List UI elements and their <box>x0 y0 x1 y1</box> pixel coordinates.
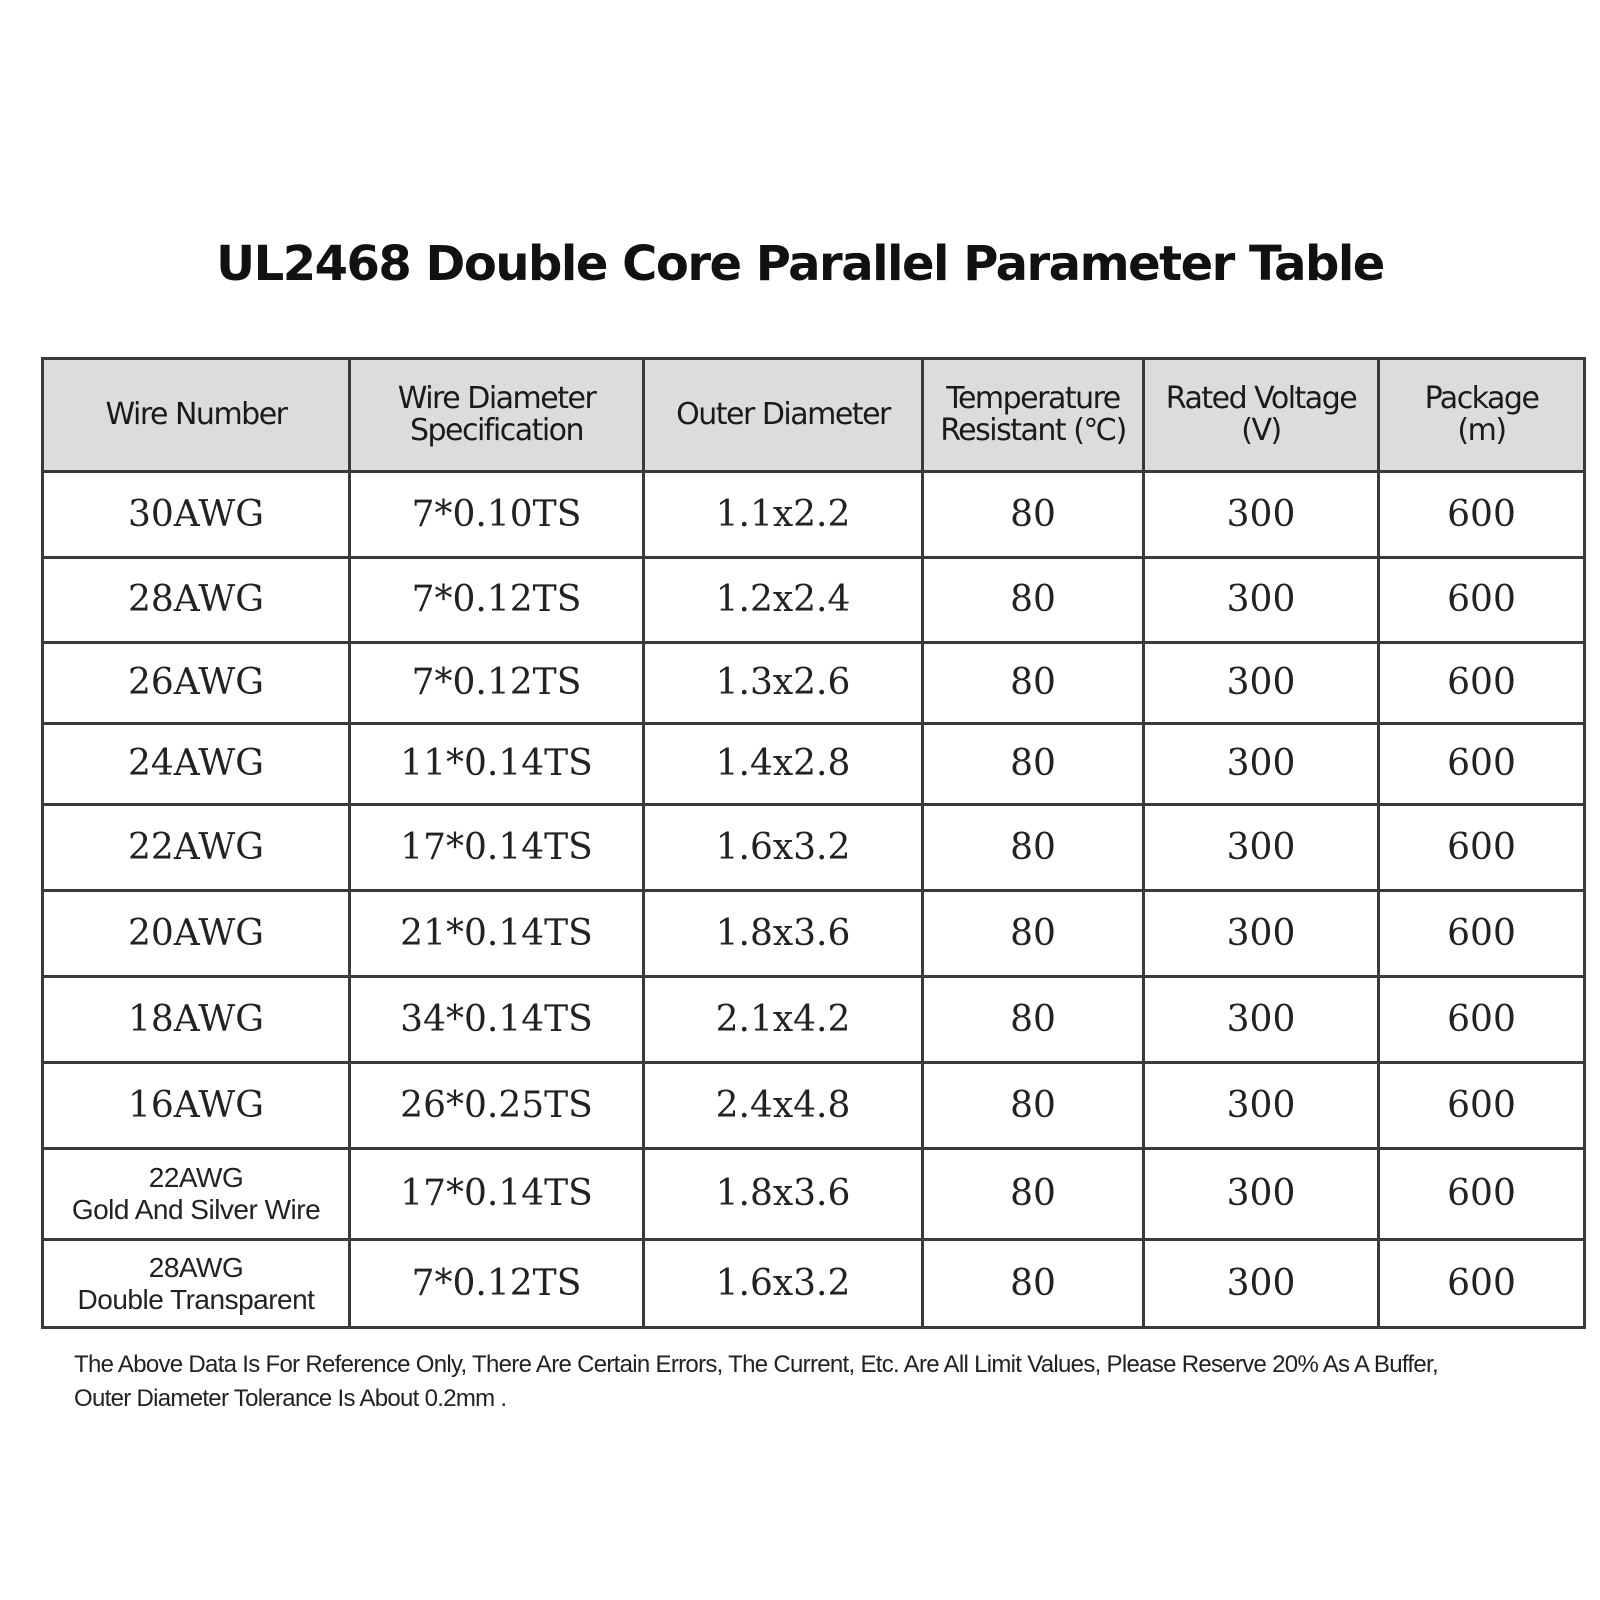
cell-wire-diameter: 7*0.12TS <box>350 643 644 724</box>
cell-voltage: 300 <box>1144 805 1379 891</box>
cell-outer-diameter: 1.8x3.6 <box>644 1149 923 1240</box>
table-row <box>43 891 1585 977</box>
header-package-line-2: (m) <box>1457 413 1506 448</box>
cell-wire-number <box>43 891 350 977</box>
cell-outer-diameter: 2.1x4.2 <box>644 977 923 1063</box>
cell-temperature: 80 <box>923 558 1144 643</box>
cell-temperature: 80 <box>923 805 1144 891</box>
header-package <box>1379 359 1585 472</box>
cell-voltage: 300 <box>1144 643 1379 724</box>
header-package-line-1: Package <box>1424 381 1539 416</box>
cell-wire-diameter: 7*0.10TS <box>350 472 644 558</box>
cell-wire-number <box>43 724 350 805</box>
cell-voltage: 300 <box>1144 724 1379 805</box>
wire-number-text: 22AWG <box>127 826 265 868</box>
cell-voltage: 300 <box>1144 1063 1379 1149</box>
header-outer-diameter <box>644 359 923 472</box>
cell-outer-diameter: 1.3x2.6 <box>644 643 923 724</box>
table-row <box>43 1149 1585 1240</box>
footnote-line-2: Outer Diameter Tolerance Is About 0.2mm . <box>74 1385 507 1412</box>
wire-number-subtext: Gold And Silver Wire <box>71 1194 321 1225</box>
cell-voltage: 300 <box>1144 1149 1379 1240</box>
header-temperature <box>923 359 1144 472</box>
header-rated-voltage <box>1144 359 1379 472</box>
cell-temperature: 80 <box>923 1149 1144 1240</box>
cell-temperature: 80 <box>923 643 1144 724</box>
header-wire-diameter-line-1: Wire Diameter <box>397 381 596 416</box>
cell-wire-diameter: 21*0.14TS <box>350 891 644 977</box>
header-rated-voltage-line-1: Rated Voltage <box>1165 381 1357 416</box>
table-row <box>43 724 1585 805</box>
cell-outer-diameter: 1.6x3.2 <box>644 805 923 891</box>
header-temperature-line-2: Resistant (℃) <box>940 413 1126 448</box>
cell-wire-diameter: 7*0.12TS <box>350 1240 644 1328</box>
cell-outer-diameter: 1.6x3.2 <box>644 1240 923 1328</box>
cell-temperature: 80 <box>923 977 1144 1063</box>
cell-package: 600 <box>1379 891 1585 977</box>
cell-wire-diameter: 34*0.14TS <box>350 977 644 1063</box>
table-row <box>43 558 1585 643</box>
wire-number-subtext: Double Transparent <box>77 1283 315 1315</box>
wire-number-text: 20AWG <box>127 912 265 954</box>
cell-temperature: 80 <box>923 1063 1144 1149</box>
cell-temperature: 80 <box>923 724 1144 805</box>
cell-wire-number <box>43 1063 350 1149</box>
cell-package: 600 <box>1379 1240 1585 1328</box>
header-rated-voltage-line-2: (V) <box>1241 413 1281 448</box>
cell-package: 600 <box>1379 643 1585 724</box>
footnote-line-1: The Above Data Is For Reference Only, There Are Certain Errors, The Current, Etc. Are All Limit Values, Please Reserve 20% As A Buffer, <box>74 1351 1438 1378</box>
cell-temperature: 80 <box>923 891 1144 977</box>
cell-wire-diameter: 17*0.14TS <box>350 805 644 891</box>
cell-package: 600 <box>1379 977 1585 1063</box>
table-row <box>43 1063 1585 1149</box>
cell-wire-diameter: 11*0.14TS <box>350 724 644 805</box>
wire-number-text: 28AWG <box>127 579 265 620</box>
cell-wire-number <box>43 472 350 558</box>
cell-package: 600 <box>1379 558 1585 643</box>
header-wire-diameter <box>350 359 644 472</box>
cell-voltage: 300 <box>1144 1240 1379 1328</box>
wire-number-text: 28AWG <box>148 1251 244 1283</box>
cell-wire-number <box>43 977 350 1063</box>
table-row <box>43 472 1585 558</box>
cell-wire-number <box>43 1149 350 1240</box>
table-row <box>43 805 1585 891</box>
table-row <box>43 1240 1585 1328</box>
cell-outer-diameter: 1.4x2.8 <box>644 724 923 805</box>
header-wire-number <box>43 359 350 472</box>
wire-number-text: 16AWG <box>127 1084 265 1126</box>
cell-package: 600 <box>1379 724 1585 805</box>
cell-wire-number <box>43 558 350 643</box>
cell-wire-number <box>43 643 350 724</box>
header-outer-diameter-line-1: Outer Diameter <box>676 397 890 432</box>
wire-number-text: 18AWG <box>127 998 265 1040</box>
cell-voltage: 300 <box>1144 558 1379 643</box>
cell-outer-diameter: 1.1x2.2 <box>644 472 923 558</box>
cell-wire-diameter: 7*0.12TS <box>350 558 644 643</box>
table-row <box>43 643 1585 724</box>
cell-voltage: 300 <box>1144 472 1379 558</box>
page-title: UL2468 Double Core Parallel Parameter Table <box>216 236 1384 292</box>
wire-number-text: 30AWG <box>127 493 265 535</box>
cell-package: 600 <box>1379 472 1585 558</box>
wire-number-text: 22AWG <box>148 1162 244 1193</box>
cell-temperature: 80 <box>923 1240 1144 1328</box>
cell-package: 600 <box>1379 1063 1585 1149</box>
cell-wire-number <box>43 805 350 891</box>
cell-package: 600 <box>1379 1149 1585 1240</box>
cell-voltage: 300 <box>1144 891 1379 977</box>
cell-wire-number <box>43 1240 350 1328</box>
footnote <box>74 1348 1574 1416</box>
cell-wire-diameter: 17*0.14TS <box>350 1149 644 1240</box>
cell-outer-diameter: 2.4x4.8 <box>644 1063 923 1149</box>
wire-number-text: 26AWG <box>127 662 265 703</box>
header-wire-number-line-1: Wire Number <box>105 397 287 432</box>
header-temperature-line-1: Temperature <box>946 381 1120 416</box>
cell-outer-diameter: 1.8x3.6 <box>644 891 923 977</box>
cell-outer-diameter: 1.2x2.4 <box>644 558 923 643</box>
header-wire-diameter-line-2: Specification <box>409 413 584 448</box>
cell-package: 600 <box>1379 805 1585 891</box>
cell-wire-diameter: 26*0.25TS <box>350 1063 644 1149</box>
cell-voltage: 300 <box>1144 977 1379 1063</box>
parameter-table <box>41 357 1586 1329</box>
table-header-row <box>43 359 1585 472</box>
wire-number-text: 24AWG <box>127 743 265 784</box>
table-row <box>43 977 1585 1063</box>
cell-temperature: 80 <box>923 472 1144 558</box>
